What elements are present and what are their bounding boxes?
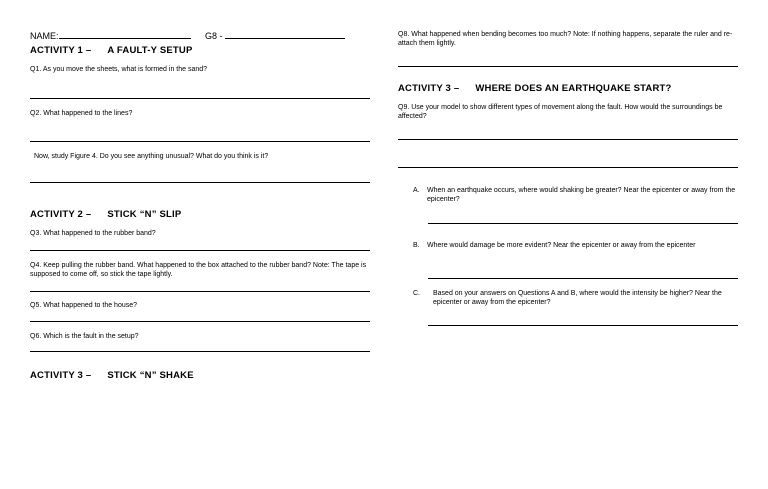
answer-line-q9-2[interactable] [398,167,738,168]
question-q3: Q3. What happened to the rubber band? [30,230,156,237]
activity3-title-right: WHERE DOES AN EARTHQUAKE START? [475,83,672,94]
answer-line-q2[interactable] [30,141,370,142]
answer-line-q8[interactable] [398,66,738,67]
sub-c-text: Based on your answers on Questions A and B, where would the intensity be higher? Near the epicenter or away from the epicenter? [433,290,722,306]
question-q5: Q5. What happened to the house? [30,302,138,309]
name-field-row [30,29,191,41]
activity3-heading-left [30,370,194,381]
activity1-title: A FAULT-Y SETUP [107,45,193,56]
question-q2: Q2. What happened to the lines? [30,110,133,117]
answer-line-study[interactable] [30,182,370,183]
activity2-heading [30,209,181,220]
question-q4: Q4. Keep pulling the rubber band. What happened to the box attached to the rubber band? Note: The tape is supposed to come off, so stick the tape lightly. [30,262,367,278]
answer-line-c[interactable] [428,325,738,326]
answer-line-a[interactable] [428,223,738,224]
sub-a-letter: A. [413,187,420,194]
activity2-title: STICK “N” SLIP [107,209,182,220]
study-prompt: Now, study Figure 4. Do you see anything unusual? What do you think is it? [34,153,269,160]
sub-question-b [413,241,743,261]
name-label: NAME: [30,31,59,41]
activity3-title-left: STICK “N” SHAKE [107,370,194,381]
grade-field-row [205,29,345,41]
activity3-label-right: ACTIVITY 3 – [398,83,460,94]
sub-question-c [413,289,743,309]
activity1-label: ACTIVITY 1 – [30,45,92,56]
activity1-heading [30,45,193,56]
sub-b-letter: B. [413,242,420,249]
activity2-label: ACTIVITY 2 – [30,209,92,220]
question-q1: Q1. As you move the sheets, what is formed in the sand? [30,66,208,73]
question-q8: Q8. What happened when bending becomes too much? Note: If nothing happens, separate the ruler and re-attach them lightly. [398,31,733,47]
answer-line-b[interactable] [428,278,738,279]
activity3-label-left: ACTIVITY 3 – [30,370,92,381]
sub-a-text: When an earthquake occurs, where would shaking be greater? Near the epicenter or away from the epicenter? [427,187,736,203]
answer-line-q4[interactable] [30,291,370,292]
name-input-line[interactable] [59,29,191,39]
question-q6: Q6. Which is the fault in the setup? [30,333,139,340]
activity3-heading-right [398,83,672,94]
answer-line-q5[interactable] [30,321,370,322]
answer-line-q6[interactable] [30,351,370,352]
sub-question-a [413,186,743,206]
grade-label: G8 - [205,31,223,41]
sub-c-letter: C. [413,290,420,297]
answer-line-q3[interactable] [30,250,370,251]
grade-input-line[interactable] [225,29,345,39]
answer-line-q1[interactable] [30,98,370,99]
question-q9: Q9. Use your model to show different types of movement along the fault. How would the surroundings be affected? [398,104,723,120]
sub-b-text: Where would damage be more evident? Near the epicenter or away from the epicenter [427,242,696,249]
answer-line-q9-1[interactable] [398,139,738,140]
